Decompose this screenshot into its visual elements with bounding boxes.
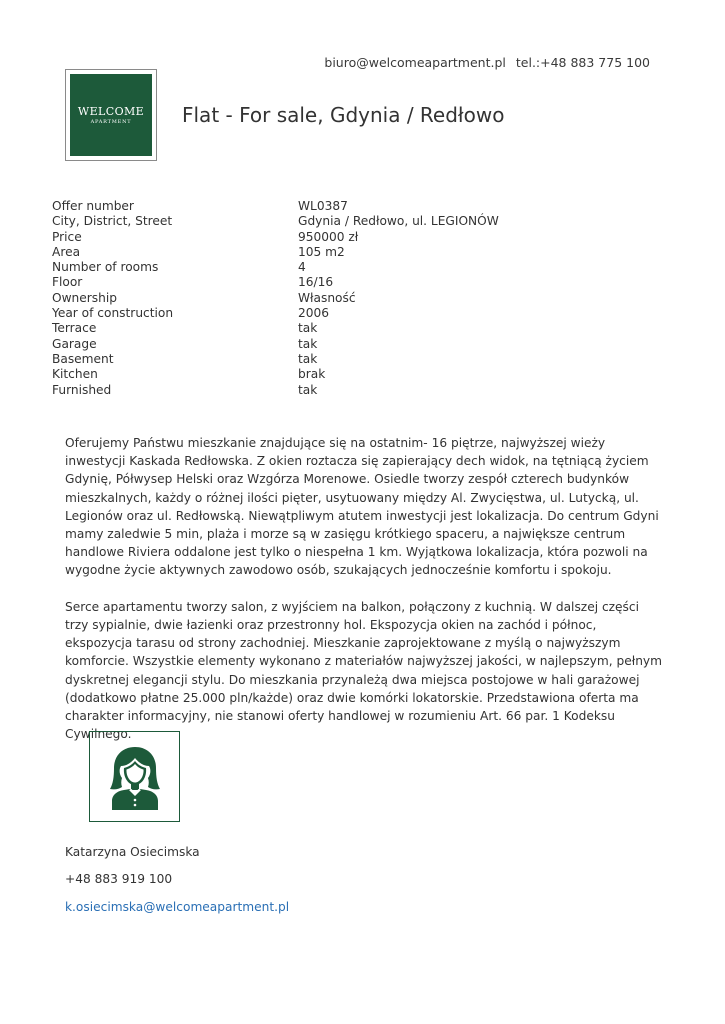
detail-label: Furnished bbox=[52, 382, 112, 397]
detail-row-furnished bbox=[52, 383, 499, 398]
detail-label: Price bbox=[52, 229, 82, 244]
detail-label: Garage bbox=[52, 336, 97, 351]
company-logo-badge bbox=[70, 74, 152, 156]
offer-description bbox=[65, 434, 665, 762]
detail-value: 4 bbox=[298, 260, 306, 275]
detail-row-rooms bbox=[52, 260, 499, 275]
detail-label: Offer number bbox=[52, 199, 134, 213]
detail-value: tak bbox=[298, 382, 318, 397]
agent-phone[interactable]: +48 883 919 100 bbox=[65, 872, 173, 886]
offer-details-table bbox=[52, 199, 499, 398]
detail-value: brak bbox=[298, 367, 326, 382]
detail-row-price bbox=[52, 230, 499, 245]
logo-text-main: WELCOME bbox=[77, 105, 145, 118]
office-email[interactable]: biuro@welcomeapartment.pl bbox=[324, 55, 506, 70]
detail-row-year bbox=[52, 306, 499, 321]
detail-row-location bbox=[52, 214, 499, 229]
detail-label: Basement bbox=[52, 351, 114, 366]
detail-label: City, District, Street bbox=[52, 214, 173, 229]
description-paragraph: Serce apartamentu tworzy salon, z wyjściem na balkon, połączony z kuchnią. W dalszej części trzy sypialnie, dwie łazienki oraz przestronny hol. Ekspozycja okien na zachód i północ, ekspozycja tarasu od strony zachodniej. Mieszkanie zaprojektowane z myślą o najwyższym komforcie. Wszystkie elementy wykonano z materiałów najwyższej jakości, w najlepszym, pełnym dyskretnej elegancji stylu. Do mieszkania przynależą dwa miejsca postojowe w hali garażowej (dodatkowo płatne 25.000 pln/każde) oraz dwie komórki lokatorskie. Przedstawiona oferta ma charakter informacyjny, nie stanowi oferty handlowej w rozumieniu Art. 66 par. 1 Kodeksu Cywilnego. bbox=[65, 599, 663, 742]
detail-label: Kitchen bbox=[52, 367, 98, 382]
logo-text-sub: APARTMENT bbox=[90, 119, 132, 125]
description-paragraph: Oferujemy Państwu mieszkanie znajdujące się na ostatnim- 16 piętrze, najwyższej wieży inwestycji Kaskada Redłowska. Z okien roztacza się zapierający dech widok, na tętniącą życiem Gdynię, Półwysep Helski oraz Wzgórza Morenowe. Osiedle tworzy zespół czterech budynków mieszkalnych, każdy o różnej ilości pięter, usytuowany między Al. Zwycięstwa, ul. Lutycką, ul. Legionów oraz ul. Redłowską. Niewątpliwym atutem inwestycji jest lokalizacja. Do centrum Gdyni mamy zaledwie 5 min, plaża i morze są w zasięgu krótkiego spaceru, a największe centrum handlowe Riviera oddalone jest tylko o niespełna 1 km. Wyjątkowa lokalizacja, która pozwoli na wygodne życie aktywnych zawodowo osób, szukających jednocześnie komfortu i spokoju. bbox=[65, 436, 659, 578]
female-agent-avatar-icon bbox=[102, 744, 168, 810]
detail-value: Gdynia / Redłowo, ul. LEGIONÓW bbox=[298, 214, 499, 229]
detail-label: Floor bbox=[52, 275, 83, 290]
detail-value: WL0387 bbox=[298, 199, 348, 213]
detail-row-kitchen bbox=[52, 367, 499, 382]
detail-value: 950000 zł bbox=[298, 229, 359, 244]
detail-value: tak bbox=[298, 351, 318, 366]
detail-row-floor bbox=[52, 275, 499, 290]
detail-label: Number of rooms bbox=[52, 260, 159, 275]
detail-value: Własność bbox=[298, 290, 356, 305]
detail-label: Area bbox=[52, 244, 81, 259]
detail-row-terrace bbox=[52, 321, 499, 336]
detail-label: Year of construction bbox=[52, 306, 174, 321]
detail-value: tak bbox=[298, 336, 318, 351]
detail-value: tak bbox=[298, 321, 318, 336]
page-title: Flat - For sale, Gdynia / Redłowo bbox=[182, 103, 505, 127]
detail-label: Terrace bbox=[52, 321, 97, 336]
detail-row-ownership bbox=[52, 291, 499, 306]
agent-email-link[interactable]: k.osiecimska@welcomeapartment.pl bbox=[65, 900, 290, 914]
detail-value: 2006 bbox=[298, 306, 330, 321]
detail-value: 16/16 bbox=[298, 275, 334, 290]
detail-row-offer-number bbox=[52, 199, 499, 214]
company-logo bbox=[65, 69, 157, 161]
detail-label: Ownership bbox=[52, 290, 117, 305]
detail-row-area bbox=[52, 245, 499, 260]
detail-row-garage bbox=[52, 337, 499, 352]
agent-name: Katarzyna Osiecimska bbox=[65, 845, 200, 859]
office-phone[interactable]: tel.:+48 883 775 100 bbox=[515, 55, 650, 70]
detail-row-basement bbox=[52, 352, 499, 367]
detail-value: 105 m2 bbox=[298, 244, 345, 259]
agent-photo bbox=[89, 731, 180, 822]
contact-header bbox=[324, 55, 650, 70]
